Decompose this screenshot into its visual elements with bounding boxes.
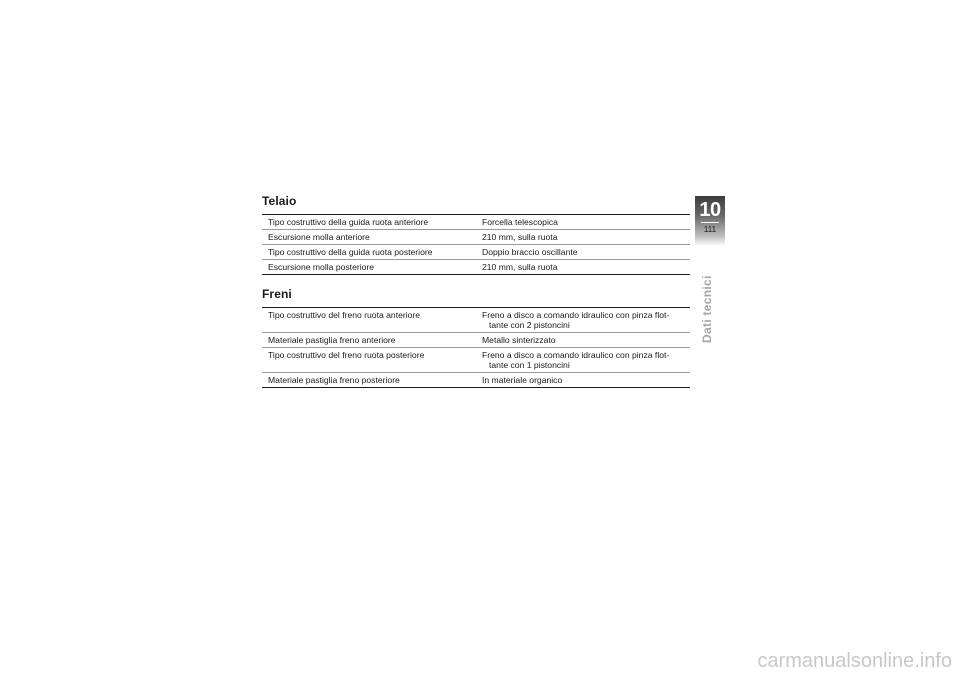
section-title-telaio: Telaio [262, 194, 297, 208]
spec-label: Escursione molla posteriore [268, 262, 375, 272]
table-row [262, 308, 690, 333]
spec-label: Tipo costruttivo della guida ruota anteriore [268, 217, 429, 227]
table-row [262, 373, 690, 388]
chapter-divider [701, 222, 719, 223]
watermark: carmanualsonline.info [757, 650, 952, 672]
spec-value: Forcella telescopica [482, 217, 558, 227]
table-row [262, 348, 690, 373]
chapter-title: Dati tecnici [700, 275, 714, 343]
spec-value: In materiale organico [482, 375, 563, 385]
table-row [262, 333, 690, 348]
spec-label: Tipo costruttivo del freno ruota anteriore [268, 310, 421, 320]
spec-value-cell [475, 348, 690, 373]
spec-label: Materiale pastiglia freno posteriore [268, 375, 400, 385]
table-row [262, 230, 690, 245]
table-row [262, 245, 690, 260]
spec-value-continuation: tante con 2 pistoncini [489, 320, 570, 330]
spec-content [262, 194, 690, 388]
spec-table-freni [262, 307, 690, 388]
spec-label: Tipo costruttivo della guida ruota posteriore [268, 247, 433, 257]
table-row [262, 260, 690, 275]
chapter-number: 10 [699, 199, 721, 221]
spec-value-cell [475, 308, 690, 333]
section-title-freni: Freni [262, 287, 292, 301]
spec-value: Doppio braccio oscillante [482, 247, 578, 257]
spec-value: 210 mm, sulla ruota [482, 232, 558, 242]
spec-value-continuation: tante con 1 pistoncini [489, 360, 570, 370]
spec-value: Freno a disco a comando idraulico con pinza flot- [482, 310, 670, 320]
chapter-tab [695, 196, 725, 246]
spec-label: Tipo costruttivo del freno ruota posteriore [268, 350, 425, 360]
page-number: 111 [703, 225, 717, 234]
spec-value: Freno a disco a comando idraulico con pinza flot- [482, 350, 670, 360]
spec-label: Escursione molla anteriore [268, 232, 370, 242]
spec-value: Metallo sinterizzato [482, 335, 556, 345]
spec-value: 210 mm, sulla ruota [482, 262, 558, 272]
table-row [262, 215, 690, 230]
spec-label: Materiale pastiglia freno anteriore [268, 335, 396, 345]
spec-table-telaio [262, 214, 690, 275]
